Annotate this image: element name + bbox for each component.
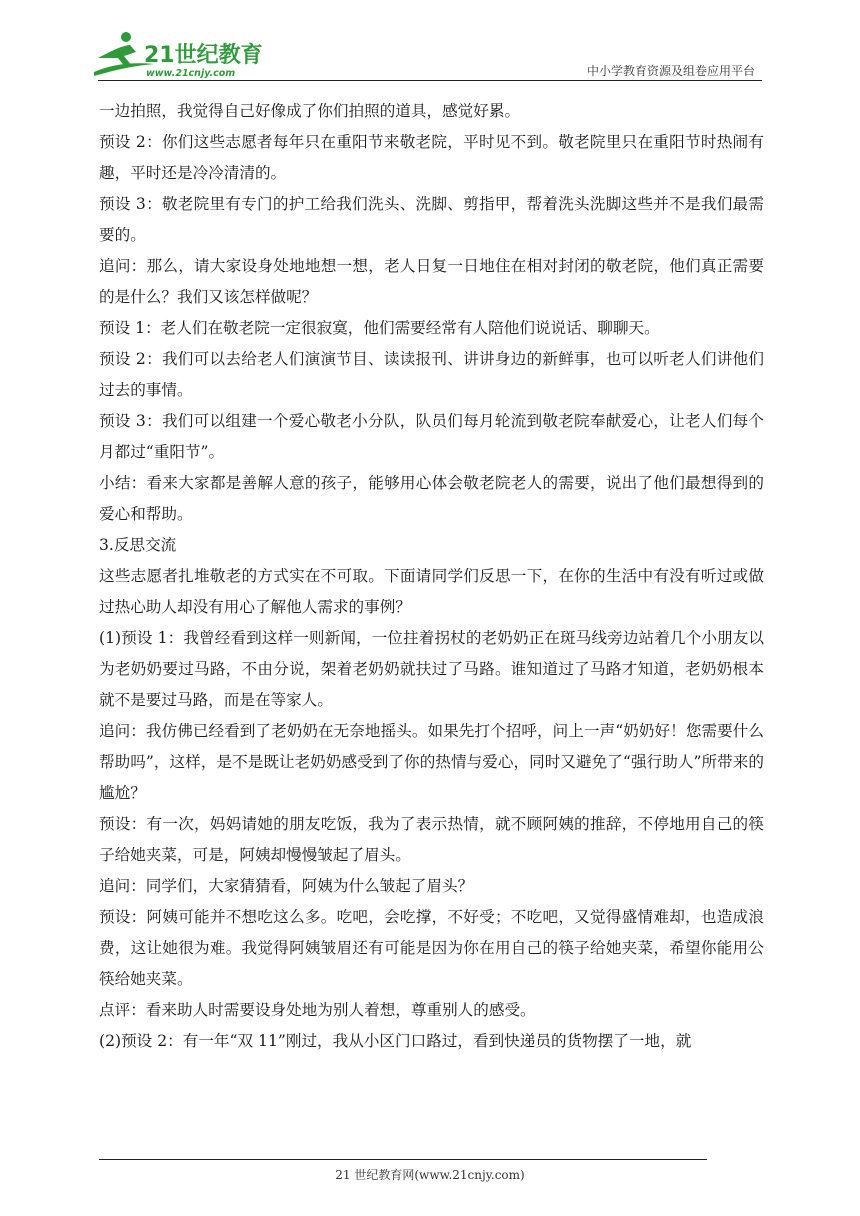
paragraph: 预设 3：我们可以组建一个爱心敬老小分队，队员们每月轮流到敬老院奉献爱心，让老人们每个月都过“重阳节”。 [99,412,764,461]
paragraph: 预设 1：老人们在敬老院一定很寂寞，他们需要经常有人陪他们说说话、聊聊天。 [99,319,660,337]
paragraph: 一边拍照，我觉得自己好像成了你们拍照的道具，感觉好累。 [99,102,521,120]
paragraph: 预设：阿姨可能并不想吃这么多。吃吧，会吃撑，不好受；不吃吧，又觉得盛情难却，也造成浪费，这让她很为难。我觉得阿姨皱眉还有可能是因为你在用自己的筷子给她夹菜，希望你能用公筷给她夹菜。 [99,908,764,988]
paragraph: (1)预设 1：我曾经看到这样一则新闻，一位拄着拐杖的老奶奶正在斑马线旁边站着几个小朋友以为老奶奶要过马路，不由分说，架着老奶奶就扶过了马路。谁知道过了马路才知道，老奶奶根本就不是要过马路，而是在等家人。 [99,629,764,709]
paragraph: 追问：那么，请大家设身处地地想一想，老人日复一日地住在相对封闭的敬老院，他们真正需要的是什么？我们又该怎样做呢？ [99,257,764,306]
header-divider [98,80,762,81]
logo [92,28,267,84]
logo-url: www.21cnjy.com [146,68,236,79]
logo-text: 21世纪教育 [144,43,263,68]
paragraph: 点评：看来助人时需要设身处地为别人着想，尊重别人的感受。 [99,1001,536,1019]
paragraph: 追问：同学们，大家猜猜看，阿姨为什么皱起了眉头？ [99,877,474,895]
page-header [0,0,860,86]
paragraph: 追问：我仿佛已经看到了老奶奶在无奈地摇头。如果先打个招呼，问上一声“奶奶好！您需要什么帮助吗”，这样，是不是既让老奶奶感受到了你的热情与爱心，同时又避免了“强行助人”所带来的尴尬？ [99,722,764,802]
paragraph: 预设 2：你们这些志愿者每年只在重阳节来敬老院，平时见不到。敬老院里只在重阳节时热闹有趣，平时还是冷冷清清的。 [99,133,764,182]
paragraph: 预设 2：我们可以去给老人们演演节目、读读报刊、讲讲身边的新鲜事，也可以听老人们讲他们过去的事情。 [99,350,764,399]
section-heading: 3.反思交流 [99,536,177,554]
paragraph: 小结：看来大家都是善解人意的孩子，能够用心体会敬老院老人的需要，说出了他们最想得到的爱心和帮助。 [99,474,764,523]
page-footer: 21 世纪教育网(www.21cnjy.com) [335,1168,525,1182]
platform-name: 中小学教育资源及组卷应用平台 [586,64,755,78]
paragraph: 预设 3：敬老院里有专门的护工给我们洗头、洗脚、剪指甲，帮着洗头洗脚这些并不是我们最需要的。 [99,195,764,244]
document-body [99,96,764,1057]
paragraph: 这些志愿者扎堆敬老的方式实在不可取。下面请同学们反思一下，在你的生活中有没有听过或做过热心助人却没有用心了解他人需求的事例？ [99,567,764,616]
paragraph: (2)预设 2：有一年“双 11”刚过，我从小区门口路过，看到快递员的货物摆了一地，就 [99,1032,692,1050]
footer-divider [99,1159,707,1160]
paragraph: 预设：有一次，妈妈请她的朋友吃饭，我为了表示热情，就不顾阿姨的推辞，不停地用自己的筷子给她夹菜，可是，阿姨却慢慢皱起了眉头。 [99,815,764,864]
